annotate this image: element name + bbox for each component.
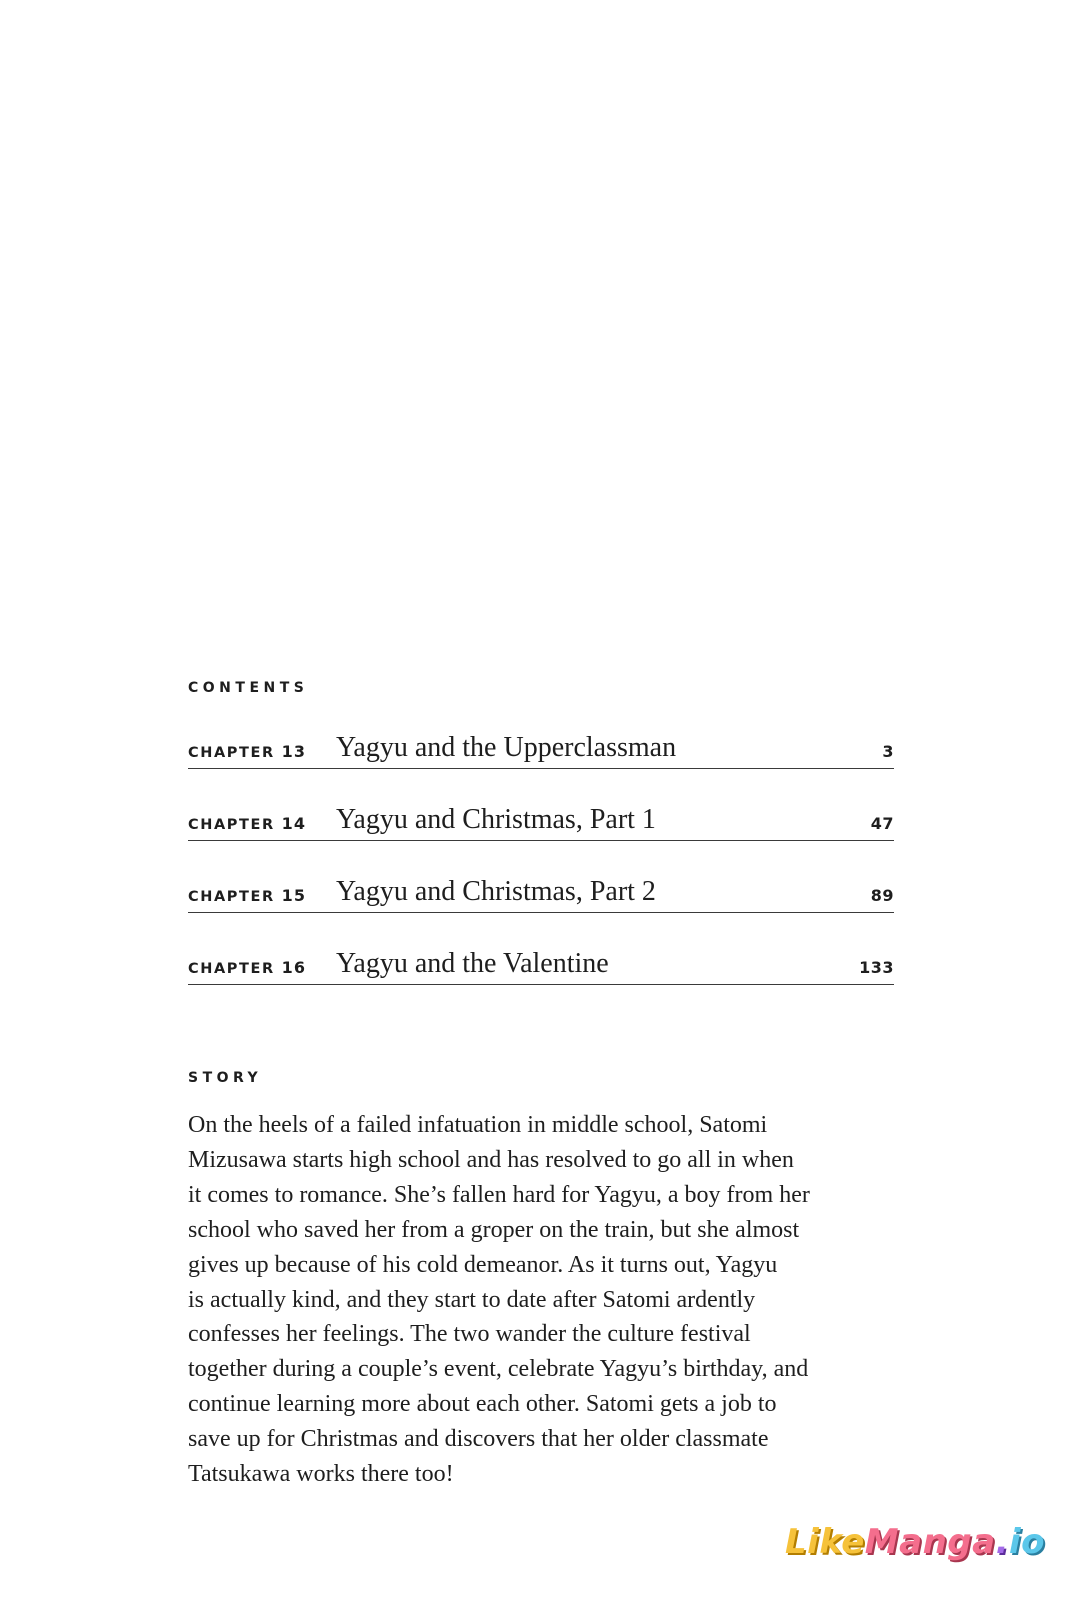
story-line: together during a couple’s event, celebrate Yagyu’s birthday, and <box>188 1356 809 1383</box>
chapter-word: CHAPTER <box>188 961 275 977</box>
site-watermark-logo <box>785 1522 1045 1562</box>
chapter-page-number: 89 <box>870 886 894 905</box>
toc-divider <box>188 984 894 985</box>
watermark-part: Manga <box>864 1522 996 1562</box>
chapter-title: Yagyu and Christmas, Part 1 <box>336 804 656 835</box>
toc-divider <box>188 912 894 913</box>
story-line: school who saved her from a groper on the train, but she almost <box>188 1216 800 1243</box>
toc-entry-chapter-15[interactable] <box>188 870 894 942</box>
chapter-label <box>188 742 306 761</box>
story-line: Tatsukawa works there too! <box>188 1461 454 1488</box>
chapter-number: 16 <box>281 958 307 977</box>
chapter-page-number: 133 <box>859 958 894 977</box>
story-line: confesses her feelings. The two wander the culture festival <box>188 1321 751 1348</box>
contents-heading: CONTENTS <box>188 680 309 696</box>
story-line: save up for Christmas and discovers that her older classmate <box>188 1426 769 1453</box>
story-line: Mizusawa starts high school and has resolved to go all in when <box>188 1146 794 1173</box>
chapter-number: 13 <box>281 742 307 761</box>
watermark-part: . <box>995 1522 1009 1562</box>
chapter-page-number: 47 <box>870 814 894 833</box>
story-line: gives up because of his cold demeanor. As it turns out, Yagyu <box>188 1251 778 1278</box>
story-line: is actually kind, and they start to date after Satomi ardently <box>188 1286 756 1313</box>
toc-divider <box>188 768 894 769</box>
chapter-title: Yagyu and the Valentine <box>336 948 609 979</box>
toc-entry-chapter-14[interactable] <box>188 798 894 870</box>
story-line: continue learning more about each other. Satomi gets a job to <box>188 1391 777 1418</box>
chapter-page-number: 3 <box>882 742 894 761</box>
chapter-number: 14 <box>281 814 307 833</box>
story-line: it comes to romance. She’s fallen hard for Yagyu, a boy from her <box>188 1181 810 1208</box>
chapter-number: 15 <box>281 886 307 905</box>
chapter-label <box>188 886 306 905</box>
chapter-word: CHAPTER <box>188 889 275 905</box>
chapter-word: CHAPTER <box>188 817 275 833</box>
story-paragraph <box>188 1108 918 1492</box>
toc-divider <box>188 840 894 841</box>
watermark-part: Like <box>785 1522 865 1562</box>
watermark-part: io <box>1008 1522 1045 1562</box>
chapter-label <box>188 958 306 977</box>
chapter-word: CHAPTER <box>188 745 275 761</box>
toc-entry-chapter-16[interactable] <box>188 942 894 1014</box>
story-heading: STORY <box>188 1070 263 1086</box>
chapter-title: Yagyu and Christmas, Part 2 <box>336 876 656 907</box>
table-of-contents <box>188 726 894 1014</box>
toc-entry-chapter-13[interactable] <box>188 726 894 798</box>
chapter-label <box>188 814 306 833</box>
story-line: On the heels of a failed infatuation in middle school, Satomi <box>188 1112 768 1138</box>
chapter-title: Yagyu and the Upperclassman <box>336 732 677 763</box>
